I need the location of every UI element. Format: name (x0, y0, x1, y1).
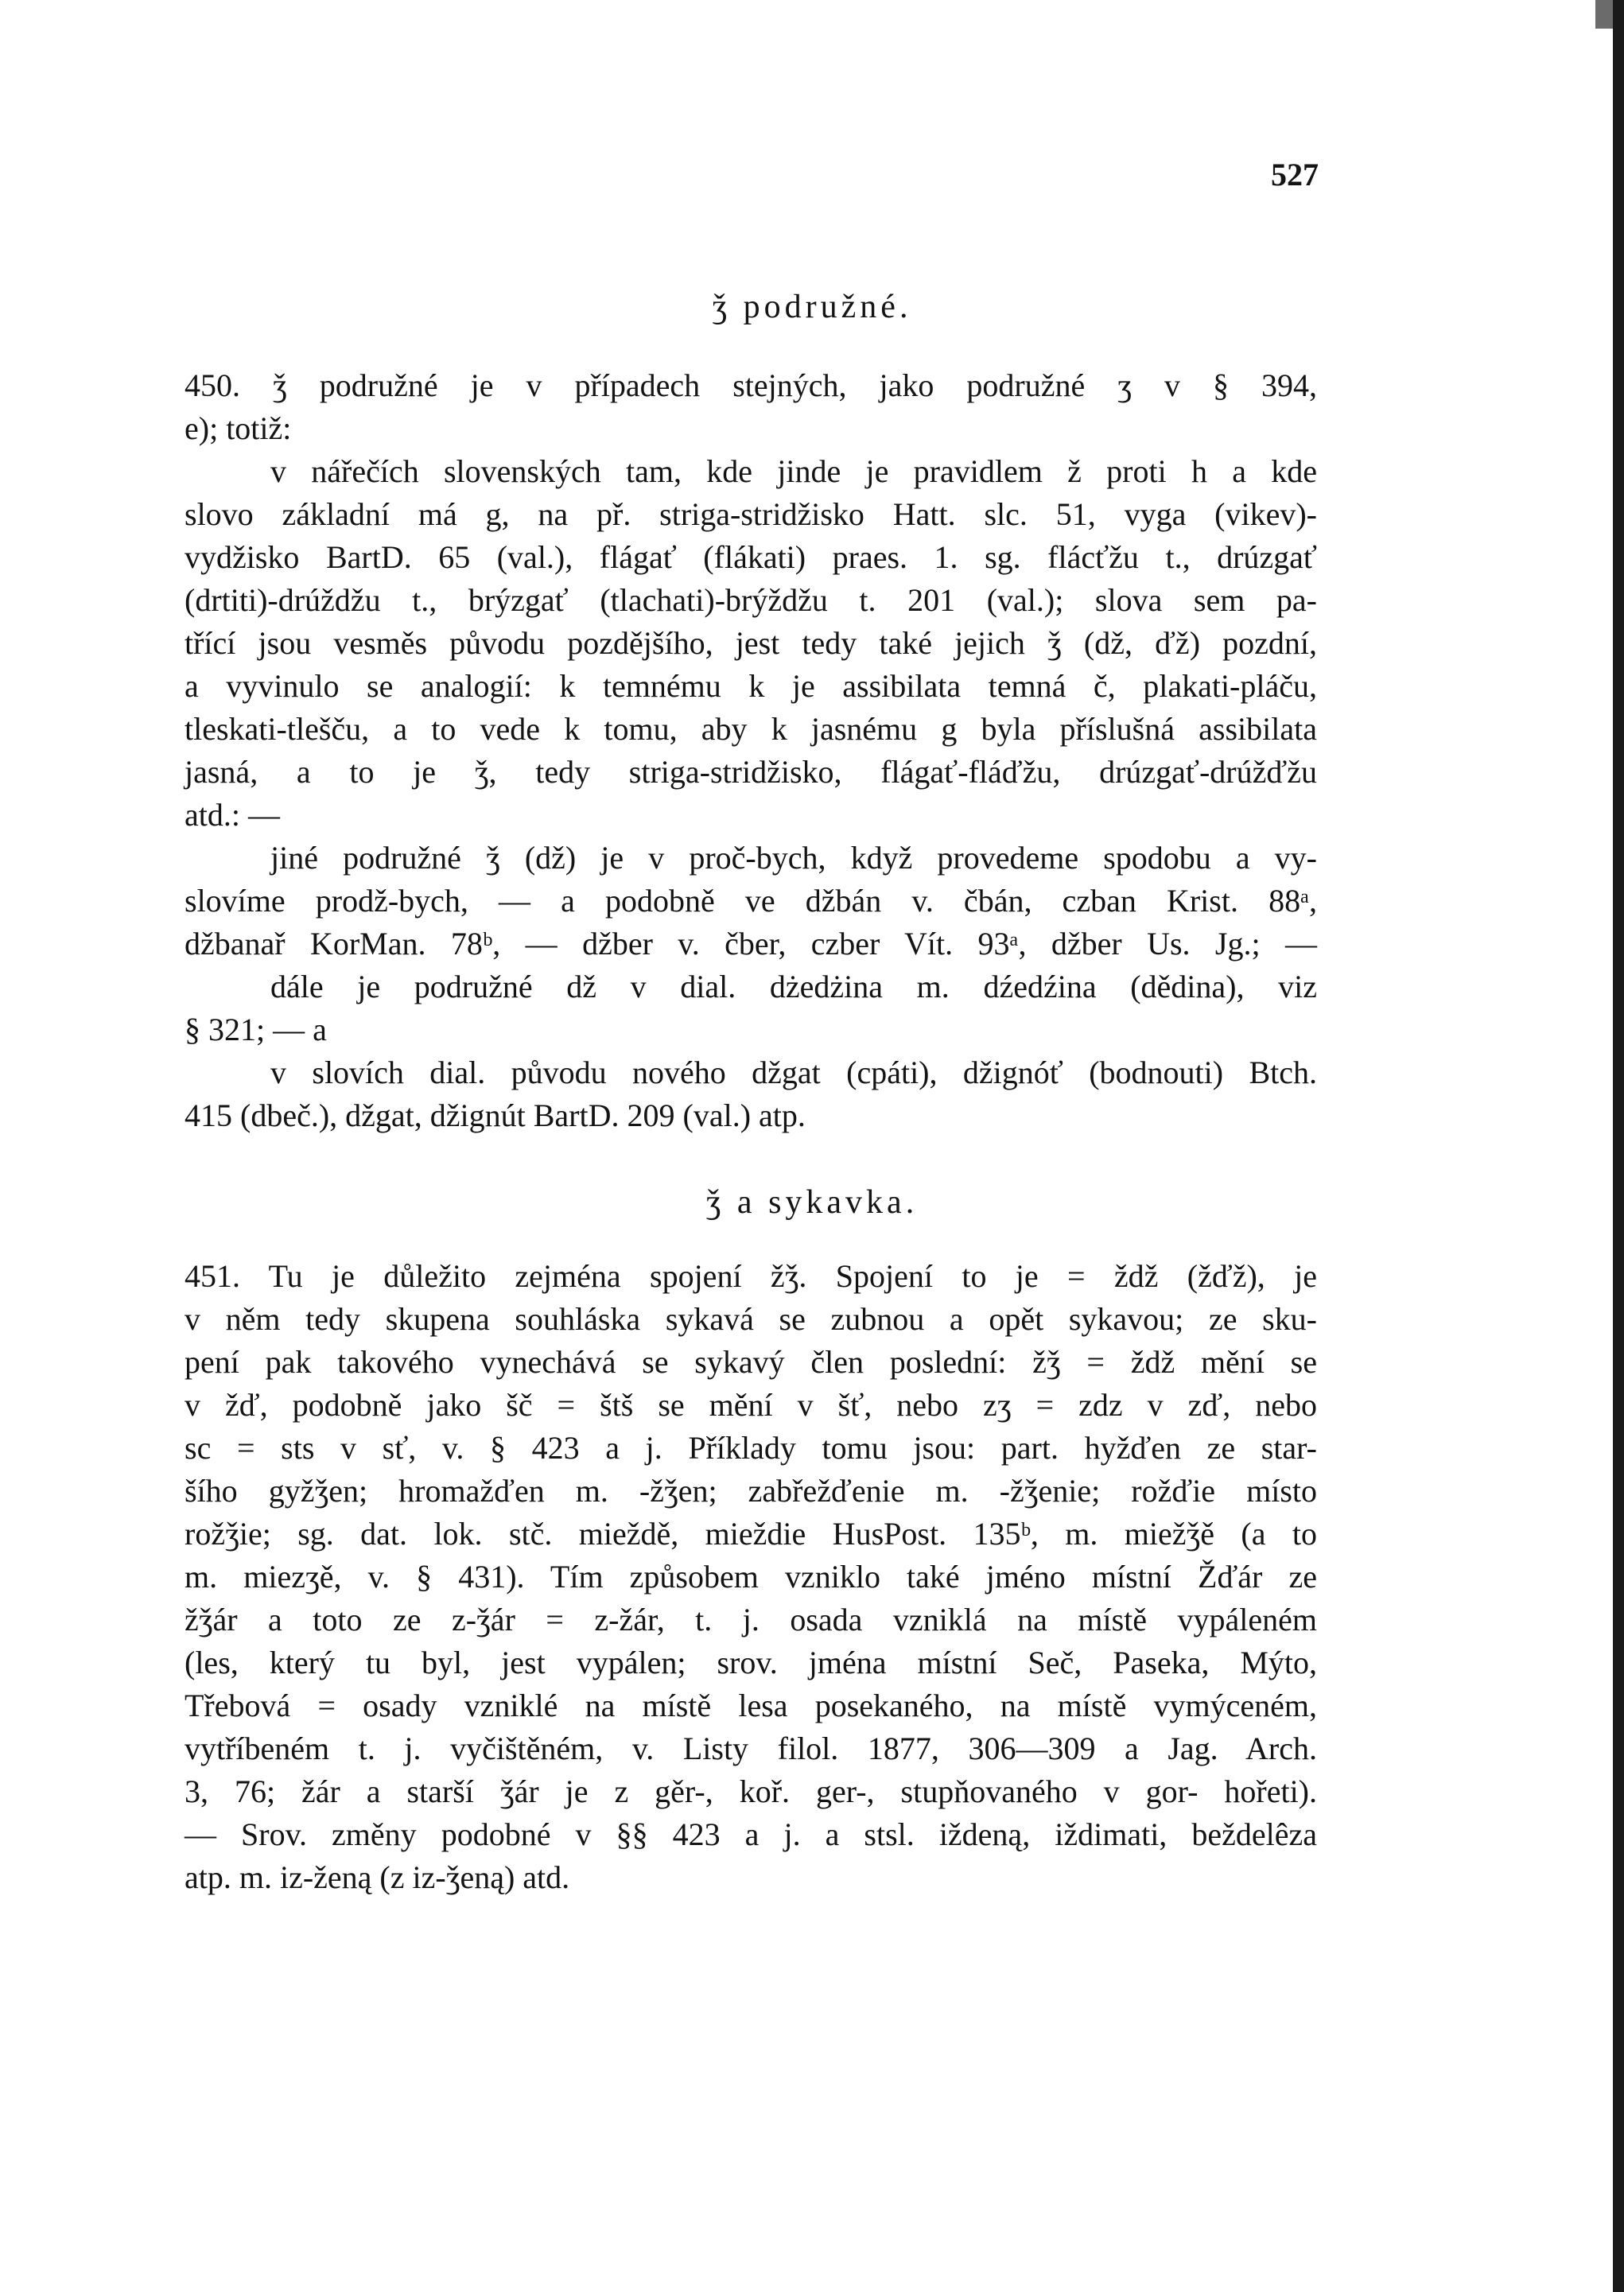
text-line: v nářečích slovenských tam, kde jinde je pravidlem ž proti h a kde (270, 453, 1317, 489)
paragraph-450 (185, 364, 1317, 1137)
text-line: jasná, a to je ǯ, tedy striga-stridžisko, flágať-fláďžu, drúzgať-drúžďžu (185, 754, 1317, 790)
text-line: šího gyžǯen; hromažďen m. -žǯen; zabřežďenie m. -žǯenie; rožďie místo (185, 1473, 1317, 1509)
text-line: 415 (dbeč.), džgat, džignút BartD. 209 (val.) atp. (185, 1097, 806, 1133)
page-corner-mark (1595, 0, 1613, 29)
text-line: atp. m. iz-ženą (z iz-ǯeną) atd. (185, 1859, 570, 1895)
text-line: a vyvinulo se analogií: k temnému k je assibilata temná č, plakati-pláču, (185, 668, 1317, 704)
text-line: Třebová = osady vzniklé na místě lesa posekaného, na místě vymýceném, (185, 1688, 1317, 1723)
paragraph-451 (185, 1255, 1317, 1899)
text-line: 451. Tu je důležito zejména spojení žǯ. Spojení to je = ždž (žďž), je (185, 1258, 1317, 1294)
text-line: — Srov. změny podobné v §§ 423 a j. a stsl. iždeną, iždimati, beždelêza (185, 1816, 1317, 1852)
text-line: (les, který tu byl, jest vypálen; srov. jména místní Seč, Paseka, Mýto, (185, 1645, 1317, 1680)
text-line: m. miezʒě, v. § 431). Tím způsobem vzniklo také jméno místní Žďár ze (185, 1559, 1317, 1595)
text-line: slovo základní má g, na př. striga-stridžisko Hatt. slc. 51, vyga (vikev)- (185, 496, 1317, 532)
page-number: 527 (1271, 157, 1319, 192)
text-line: v něm tedy skupena souhláska sykavá se zubnou a opět sykavou; ze sku- (185, 1301, 1317, 1337)
text-line: (drtiti)-drúždžu t., brýzgať (tlachati)-brýždžu t. 201 (val.); slova sem pa- (185, 582, 1317, 618)
text-line: tleskati-tlešču, a to vede k tomu, aby k jasnému g byla příslušná assibilata (185, 711, 1317, 747)
text-line: sc = sts v sť, v. § 423 a j. Příklady tomu jsou: part. hyžďen ze star- (185, 1430, 1317, 1466)
text-line: rožǯie; sg. dat. lok. stč. mieždě, mieždie HusPost. 135ᵇ, m. miežǯě (a to (185, 1516, 1317, 1552)
text-line: 3, 76; žár a starší ǯár je z gěr-, koř. ger-, stupňovaného v gor- hořeti). (185, 1773, 1317, 1809)
text-line: v žď, podobně jako šč = štš se mění v šť, nebo zʒ = zdz v zď, nebo (185, 1387, 1317, 1423)
text-line: atd.: — (185, 797, 280, 833)
page-edge-shadow (1613, 0, 1624, 2292)
text-line: džbanař KorMan. 78ᵇ, — džber v. čber, czber Vít. 93ᵃ, džber Us. Jg.; — (185, 926, 1317, 961)
text-line: vydžisko BartD. 65 (val.), flágať (flákati) praes. 1. sg. flácťžu t., drúzgať (185, 539, 1317, 575)
text-line: žǯár a toto ze z-ǯár = z-žár, t. j. osada vzniklá na místě vypáleném (185, 1602, 1317, 1637)
text-line: v slovích dial. původu nového džgat (cpáti), džignóť (bodnouti) Btch. (270, 1055, 1317, 1090)
text-line: slovíme prodž-bych, — a podobně ve džbán v. čbán, czban Krist. 88ᵃ, (185, 883, 1317, 919)
text-line: e); totiž: (185, 410, 292, 446)
section-heading-sykavka: ǯ a sykavka. (705, 1184, 919, 1221)
text-line: jiné podružné ǯ (dž) je v proč-bych, když provedeme spodobu a vy- (270, 840, 1317, 876)
text-line: § 321; — a (185, 1012, 327, 1047)
text-line: třící jsou vesměs původu pozdějšího, jest tedy také jejich ǯ (dž, ďž) pozdní, (185, 625, 1317, 661)
text-line: vytříbeném t. j. vyčištěném, v. Listy filol. 1877, 306—309 a Jag. Arch. (185, 1731, 1317, 1766)
text-line: 450. ǯ podružné je v případech stejných, jako podružné ʒ v § 394, (185, 367, 1317, 403)
text-line: pení pak takového vynechává se sykavý člen poslední: žǯ = ždž mění se (185, 1344, 1317, 1380)
text-line: dále je podružné dž v dial. dżedżina m. dźedźina (dědina), viz (270, 969, 1317, 1004)
section-heading-podruzne: ǯ podružné. (712, 289, 912, 325)
